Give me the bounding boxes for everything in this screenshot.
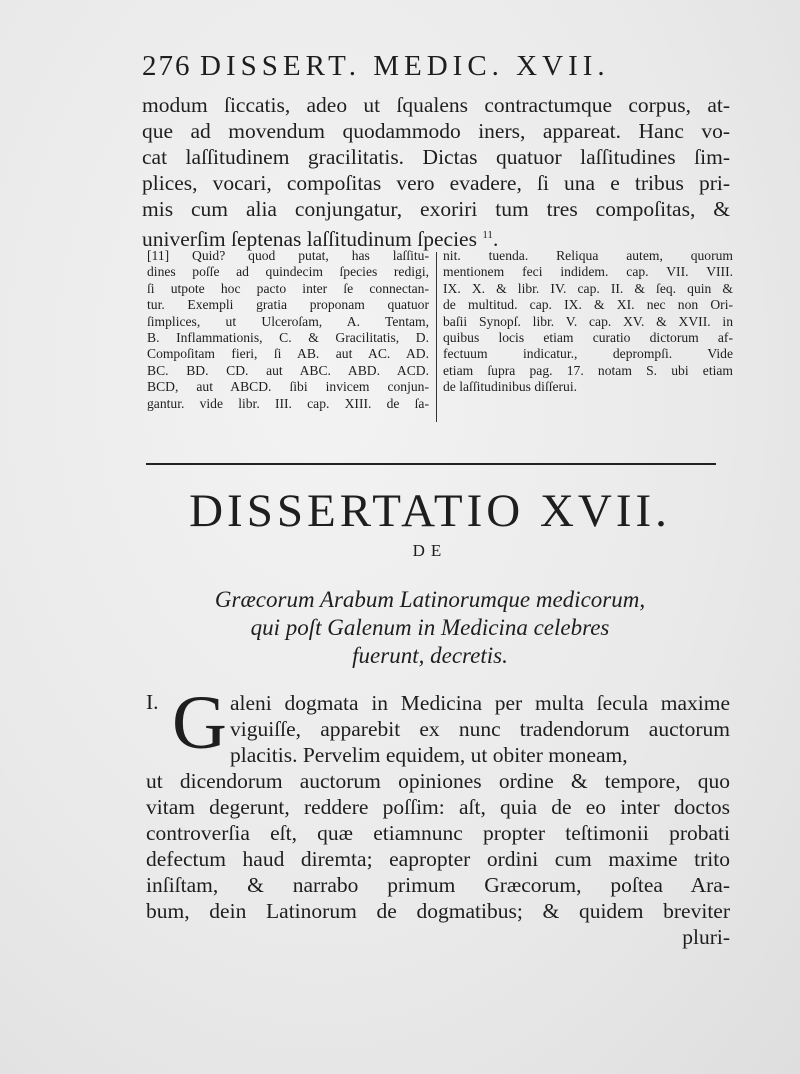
footnote-line: ſi utpote hoc pacto inter ſe connectan-: [147, 280, 429, 296]
text-line: inſiſtam, & narrabo primum Græcorum, poſtea Ara-: [146, 873, 730, 897]
paragraph-one: [146, 681, 730, 950]
paragraph-number: I.: [146, 690, 159, 714]
text-line: aleni dogmata in Medicina per multa ſecula maxime: [230, 691, 730, 715]
text-line: placitis. Pervelim equidem, ut obiter moneam,: [230, 743, 628, 767]
subtitle-line: Græcorum Arabum Latinorumque medicorum,: [214, 587, 646, 612]
dissertation-title: DISSERTATIO XVII.: [189, 485, 671, 537]
footnote-line: gantur. vide libr. III. cap. XIII. de ſa-: [147, 395, 429, 411]
text-line: que ad movendum quodammodo iners, appareat. Hanc vo-: [142, 119, 730, 143]
footnote-line: etiam ſupra pag. 17. notam S. ubi etiam: [443, 362, 733, 378]
dissertation-subtitle: [140, 586, 720, 670]
catchword: pluri-: [682, 925, 730, 949]
column-divider: [436, 252, 437, 422]
footnote-line: de laſſitudinibus diſſerui.: [443, 379, 578, 395]
subtitle-line: fuerunt, decretis.: [352, 643, 508, 668]
running-title: DISSERT. MEDIC. XVII.: [200, 50, 610, 82]
footnote-line: tur. Exempli gratia proponam quatuor: [147, 297, 429, 313]
text-line: cat laſſitudinem gracilitatis. Dictas quatuor laſſitudines ſim-: [142, 145, 730, 169]
footnote-line: [11] Quid? quod putat, has laſſitu-: [147, 248, 429, 263]
footnote-line: BCD, aut ABCD. ſibi invicem conjun-: [147, 379, 429, 395]
continued-text: [142, 92, 730, 252]
text-line: univerſim ſeptenas laſſitudinum ſpecies: [142, 227, 477, 251]
footnote-line: BC. BD. CD. aut ABC. ABD. ACD.: [147, 362, 429, 378]
text-line: viguiſſe, apparebit ex nunc tradendorum auctorum: [230, 717, 730, 741]
footnote-line: de multitud. cap. IX. & XI. nec non Ori-: [443, 297, 733, 313]
footnote-line: dines poſſe ad quindecim ſpecies redigi,: [147, 264, 429, 280]
footnote-left-column: [147, 248, 429, 412]
text-line: defectum haud diremta; eapropter ordini cum maxime trito: [146, 847, 730, 871]
footnote-line: Compoſitam fieri, ſi AB. aut AC. AD.: [147, 346, 429, 362]
page-number: 276: [142, 50, 192, 82]
footnote-right-column: [443, 248, 733, 396]
footnote-line: mentionem feci indidem. cap. VII. VIII.: [443, 264, 733, 280]
text-line: mis cum alia conjungatur, exoriri tum tres compoſitas, &: [142, 197, 730, 221]
text-line-last: univerſim ſeptenas laſſitudinum ſpecies $^{11}$.: [142, 227, 499, 251]
footnote-line: quibus locis etiam curatio dictorum af-: [443, 330, 733, 346]
subtitle-line: qui poſt Galenum in Medicina celebres: [250, 615, 610, 640]
text-line: bum, dein Latinorum de dogmatibus; & quidem breviter: [146, 899, 730, 923]
footnote-line: nit. tuenda. Reliqua autem, quorum: [443, 248, 733, 263]
footnote-line: ſimplices, ut Ulceroſam, A. Tentam,: [147, 313, 429, 329]
text-line: modum ſiccatis, adeo ut ſqualens contractumque corpus, at-: [142, 93, 730, 117]
page-header: [142, 50, 662, 83]
text-line: vitam degerunt, reddere poſſim: aſt, quia de eo inter doctos: [146, 795, 730, 819]
text-line: ut dicendorum auctorum opiniones ordine & tempore, quo: [146, 769, 730, 793]
section-rule: [146, 463, 716, 465]
title-de: DE: [412, 541, 448, 560]
footnote-line: baſii Synopſ. libr. V. cap. XV. & XVII. in: [443, 313, 733, 329]
footnote-line: IX. X. & libr. IV. cap. II. & ſeq. quin &: [443, 280, 733, 296]
footnote-reference[interactable]: 11: [482, 229, 493, 241]
drop-cap: G: [172, 681, 227, 765]
text-line: controverſia eſt, quæ etiamnunc propter teſtimonii probati: [146, 821, 730, 845]
footnote-line: fectuum indicatur., deprompſi. Vide: [443, 346, 733, 362]
text-line: plices, vocari, compoſitas vero evadere, ſi una e tribus pri-: [142, 171, 730, 195]
footnote-line: B. Inflammationis, C. & Gracilitatis, D.: [147, 330, 429, 346]
